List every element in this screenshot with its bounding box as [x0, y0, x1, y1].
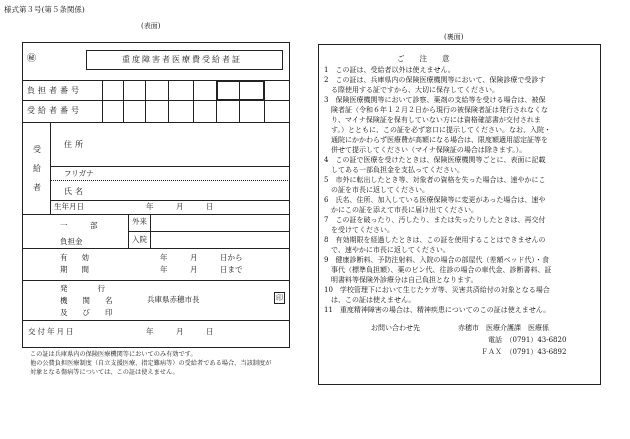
note-line: で、速やかに市長に返してください。 [324, 246, 450, 254]
confidential-seal-icon: ㊙ [27, 54, 37, 64]
dob-label: 生年月日 [54, 202, 84, 211]
note-line: 2 この証は、兵庫県内の保険医療機関等において、保険診療で受診す [324, 76, 546, 84]
note-line: 1 この証は、受給者以外は使えません。 [324, 66, 455, 74]
note-line: 通院にかかわらず医療費が高額になる場合は、限度額適用認定証等を [324, 136, 548, 144]
payer-number-label: 負担者番号 [27, 86, 82, 95]
validity-label-1: 有効 [60, 253, 103, 262]
note-line: を受けてください。 [324, 226, 394, 234]
contact-office: 赤穂市 医療介護課 医療係 [458, 324, 549, 332]
note-line: 4 この証で医療を受けたときは、保険医療機関等ごとに、表面に記載 [324, 156, 546, 164]
note-line: 明書料等保険外診療分は自己負担となります。 [324, 276, 478, 284]
issue-date-label: 交付年月日 [28, 327, 76, 336]
recipient-number-label: 受給者番号 [27, 106, 82, 115]
note-line: してある一部負担金を支払ってください。 [324, 166, 464, 174]
card-title: 重度障害者医療費受給者証 [122, 55, 242, 64]
front-label: (表面) [141, 22, 161, 30]
contact-label: お問い合わせ先 [371, 324, 420, 332]
note-line: 併せて提示してください（マイナ保険証の場合は除きます。）。 [324, 146, 527, 154]
inpatient-label: 入院 [132, 235, 147, 244]
dob-value: 年 月 日 [146, 202, 214, 211]
notes-title: ご 注 意 [397, 54, 450, 63]
partial-burden-label: 負担金 [60, 237, 83, 246]
issue-date-value: 年 月 日 [146, 327, 214, 336]
note-line: 険者証（令和６年１２月２日から現行の被保険者証は発行されなくな [324, 106, 548, 114]
contact-fax: ＦＡＸ （0791）43-6892 [481, 348, 567, 356]
note-line: 7 この証を破ったり、汚したり、または失ったりしたときは、再交付 [324, 216, 546, 224]
note-line: り、マイナ保険証を保有していない方には資格確認書が交付されま [324, 116, 541, 124]
validity-label-2: 期間 [60, 265, 103, 274]
note-line: は、この証は使えません。 [324, 296, 416, 304]
seal-mark-icon: 印 [276, 294, 283, 302]
note-line: 3 保険医療機関等において診察、薬剤の支給等を受ける場合は、被保 [324, 96, 546, 104]
note-line: かにこの証を添えて市長に届け出てください。 [324, 206, 478, 214]
address-label: 住所 [64, 140, 86, 149]
note-line: 9 健康診断料、予防注射料、入院の場合の部屋代（差額ベッド代）・食 [324, 256, 549, 264]
back-label: (裏面) [444, 33, 464, 41]
contact-tel: 電話 （0791）43-6820 [488, 336, 567, 344]
note-line: 11 重度精神障害の場合は、精神疾患についてのこの証は使えません。 [324, 306, 551, 314]
name-label: 氏名 [64, 187, 86, 196]
furigana-label: フリガナ [64, 169, 94, 178]
address-field[interactable] [110, 124, 288, 164]
note-line: 8 有効期限を経過したときは、この証を使用することはできませんの [324, 236, 546, 244]
payer-number-field[interactable] [102, 80, 290, 100]
recipient-number-field[interactable] [102, 100, 290, 122]
note-line: 5 市外に転出したとき等、対象者の資格を失った場合は、速やかにこ [324, 176, 546, 184]
note-line: 6 氏名、住所、加入している医療保険等に変更があった場合は、速や [324, 196, 546, 204]
name-field[interactable] [110, 180, 288, 200]
validity-from: 年 月 日から [160, 253, 243, 262]
outpatient-label: 外来 [132, 217, 147, 226]
note-line: る際使用する証ですから、大切に保存してください。 [324, 86, 499, 94]
validity-to: 年 月 日まで [160, 265, 243, 274]
note-line: 事代（標準負担額）、薬のビン代、往診の場合の車代金、診断書料、証 [324, 266, 552, 274]
note-line: の証を市長に返してください。 [324, 186, 429, 194]
issuer-name: 兵庫県赤穂市長 [147, 295, 200, 304]
note-line: す。）とともに、この証を必ず窓口に提示してください。なお、入院・ [324, 126, 551, 134]
note-line: 10 学校管理下において生じたケガ等、災害共済給付の対象となる場合 [324, 286, 550, 294]
form-number: 様式第３号(第５条関係) [4, 5, 85, 14]
